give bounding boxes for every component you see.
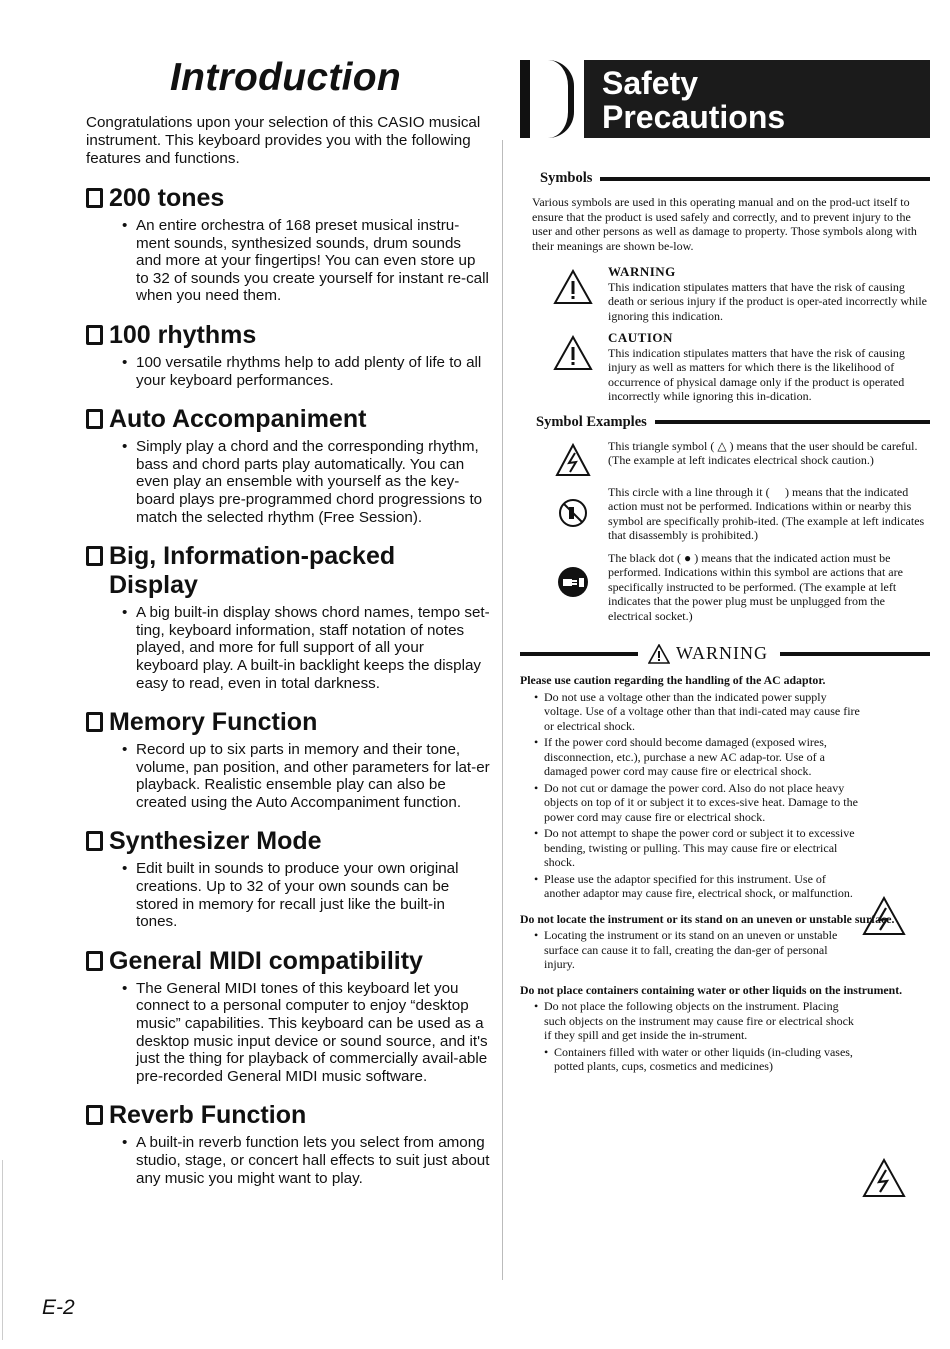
list-item: • Do not cut or damage the power cord. Also do not place heavy objects on top of it or subject it to exces-sive heat. Damage to the power cord may cause fire or electrical shock.: [534, 781, 860, 825]
page-number: E-2: [42, 1296, 75, 1319]
safety-banner: [520, 60, 930, 142]
feature-body: • 100 versatile rhythms help to add plenty of life to all your keyboard performances.: [124, 354, 490, 389]
unplug-icon: [556, 565, 590, 599]
feature-heading: General MIDI compatibility: [109, 946, 423, 975]
electric-shock-icon: [862, 1158, 906, 1198]
column-divider: [502, 140, 503, 1280]
checkbox-icon: [86, 951, 103, 971]
caution-label: CAUTION: [608, 330, 673, 345]
feature-heading: Synthesizer Mode: [109, 827, 322, 856]
warning-text: This indication stipulates matters that have the risk of causing death or serious injury if the product is oper-ated incorrectly while ignoring this indication.: [608, 279, 927, 323]
list-item: • Containers filled with water or other liquids (in-cluding vases, potted plants, cups, cosmetics and medicines): [544, 1045, 870, 1074]
circle-example-text: This circle with a line through it ( ⃠ ) means that the indicated action must not be performed. Indications within or nearby this symbol are specifically prohib-ited. (The example at left indicates that disassembly is prohibited.): [608, 484, 925, 542]
bracket-graphic: [548, 60, 574, 138]
introduction-column: [60, 56, 490, 1203]
feature-body: • An entire orchestra of 168 preset musical instru-ment sounds, synthesized sounds, drum sounds and more at your fingertips! You can even store up to 32 of sounds you create yourself for instant re-call when you need them.: [124, 217, 490, 305]
checkbox-icon: [86, 325, 103, 345]
feature-body: • The General MIDI tones of this keyboard let you connect to a personal computer to enjoy “desktop music” capabilities. This keyboard can be used as a desktop music input device or sound source, and it's just the thing for playback of commercially avail-able pre-recorded General MIDI music software.: [124, 980, 490, 1086]
liquids-list: [520, 999, 930, 1074]
bracket-graphic: [520, 60, 530, 138]
warning-label: WARNING: [608, 264, 676, 279]
no-disassembly-icon: [557, 497, 589, 529]
list-item: • Do not place the following objects on the instrument. Placing such objects on the instrument may cause fire or electrical shock if they spill and get inside the in-strument.: [534, 999, 860, 1043]
caution-text: This indication stipulates matters that have the risk of causing injury as well as matters for which there is the likelihood of occurrence of physical damage only if the product is operated incorrectly while ignoring this in-dication.: [608, 345, 905, 403]
adaptor-caution-title: Please use caution regarding the handling of the AC adaptor.: [520, 673, 826, 687]
checkbox-icon: [86, 831, 103, 851]
feature-reverb-function: [60, 1101, 490, 1187]
uneven-surface-title: Do not locate the instrument or its stand on an uneven or unstable surface.: [520, 911, 895, 926]
feature-heading: Big, Information-packed Display: [109, 542, 396, 600]
feature-heading: 200 tones: [109, 184, 225, 212]
warning-triangle-icon: [553, 269, 593, 305]
dot-example-text: The black dot ( ● ) means that the indicated action must be performed. Indications within this symbol are actions that are specifically instructed to be performed. (The example at left indicates that the power plug must be unplugged from the electrical socket.): [608, 550, 903, 623]
checkbox-icon: [86, 188, 103, 208]
feature-heading: 100 rhythms: [109, 320, 257, 349]
feature-200-tones: [60, 184, 490, 305]
caution-definition: [538, 331, 930, 404]
feature-body: • Edit built in sounds to produce your own original creations. Up to 32 of your own sounds can be stored in memory for recall just like the built-in tones.: [124, 860, 490, 930]
feature-heading: Reverb Function: [109, 1101, 307, 1130]
warning-definition: [538, 265, 930, 323]
feature-general-midi: [60, 947, 490, 1086]
feature-heading: Auto Accompaniment: [109, 405, 367, 434]
warning-section-header: WARNING: [520, 643, 930, 664]
feature-body: • A big built-in display shows chord names, tempo set-ting, keyboard information, staff notation of notes played, and more for full support of all your keyboard play. A built-in backlight keeps the display easy to read, even in total darkness.: [124, 604, 490, 692]
electric-shock-icon: [555, 443, 591, 477]
feature-memory-function: [60, 708, 490, 811]
feature-heading: Memory Function: [109, 708, 318, 737]
list-item: • Please use the adaptor specified for this instrument. Use of another adaptor may cause fire, electrical shock, or malfunction.: [534, 872, 860, 901]
feature-synthesizer-mode: [60, 827, 490, 930]
circle-example: [538, 485, 930, 543]
liquids-title: Do not place containers containing water or other liquids on the instrument.: [520, 982, 903, 997]
electric-shock-icon: [862, 896, 906, 936]
adaptor-caution-list: [520, 690, 930, 901]
safety-title: Safety Precautions: [584, 60, 930, 138]
intro-title: Introduction: [170, 56, 402, 99]
dot-example: [538, 551, 930, 624]
list-item: • Locating the instrument or its stand on an uneven or unstable surface can cause it to fall, creating the dan-ger of personal injury.: [534, 928, 860, 972]
warning-triangle-icon: [648, 644, 670, 664]
intro-paragraph: Congratulations upon your selection of this CASIO musical instrument. This keyboard provides you with the following features and functions.: [86, 114, 481, 167]
symbols-heading: Symbols: [540, 170, 930, 187]
feature-body: • Record up to six parts in memory and their tone, volume, pan position, and other parameters for lat-er playback. Realistic ensemble play can also be created using the Auto Accompaniment function.: [124, 741, 490, 811]
checkbox-icon: [86, 1105, 103, 1125]
triangle-example-text: This triangle symbol ( △ ) means that the user should be careful. (The example at left indicates electrical shock caution.): [608, 438, 918, 467]
feature-body: • A built-in reverb function lets you select from among studio, stage, or concert hall effects to suit just about any music you might want to play.: [124, 1134, 490, 1187]
triangle-example: [538, 439, 930, 477]
feature-100-rhythms: [60, 321, 490, 389]
list-item: • Do not attempt to shape the power cord or subject it to excessive bending, twisting or pulling. This may cause fire or electrical shock.: [534, 826, 860, 870]
feature-display: [60, 542, 490, 692]
checkbox-icon: [86, 712, 103, 732]
page-edge-line: [2, 1160, 3, 1340]
feature-auto-accompaniment: [60, 405, 490, 526]
feature-body: • Simply play a chord and the corresponding rhythm, bass and chord parts play automatically. You can even play an ensemble with yourself as the key-board plays pre-programmed chord progressions to match the selected rhythm (Free Session).: [124, 438, 490, 526]
checkbox-icon: [86, 409, 103, 429]
list-item: • Do not use a voltage other than the indicated power supply voltage. Use of a voltage other than that indi-cated may cause fire or electrical shock.: [534, 690, 860, 734]
warning-triangle-icon: [553, 335, 593, 371]
list-item: • If the power cord should become damaged (exposed wires, disconnection, etc.), purchase a new AC adap-tor. Use of a damaged power cord may cause fire or electrical shock.: [534, 735, 860, 779]
symbol-examples-heading: Symbol Examples: [536, 414, 930, 431]
symbols-intro: Various symbols are used in this operating manual and on the prod-uct itself to ensure that the product is used safely and correctly, and to prevent injury to the user and other persons as well as damage to property. Those symbols along with their meanings are shown be-low.: [532, 195, 917, 253]
checkbox-icon: [86, 546, 103, 566]
